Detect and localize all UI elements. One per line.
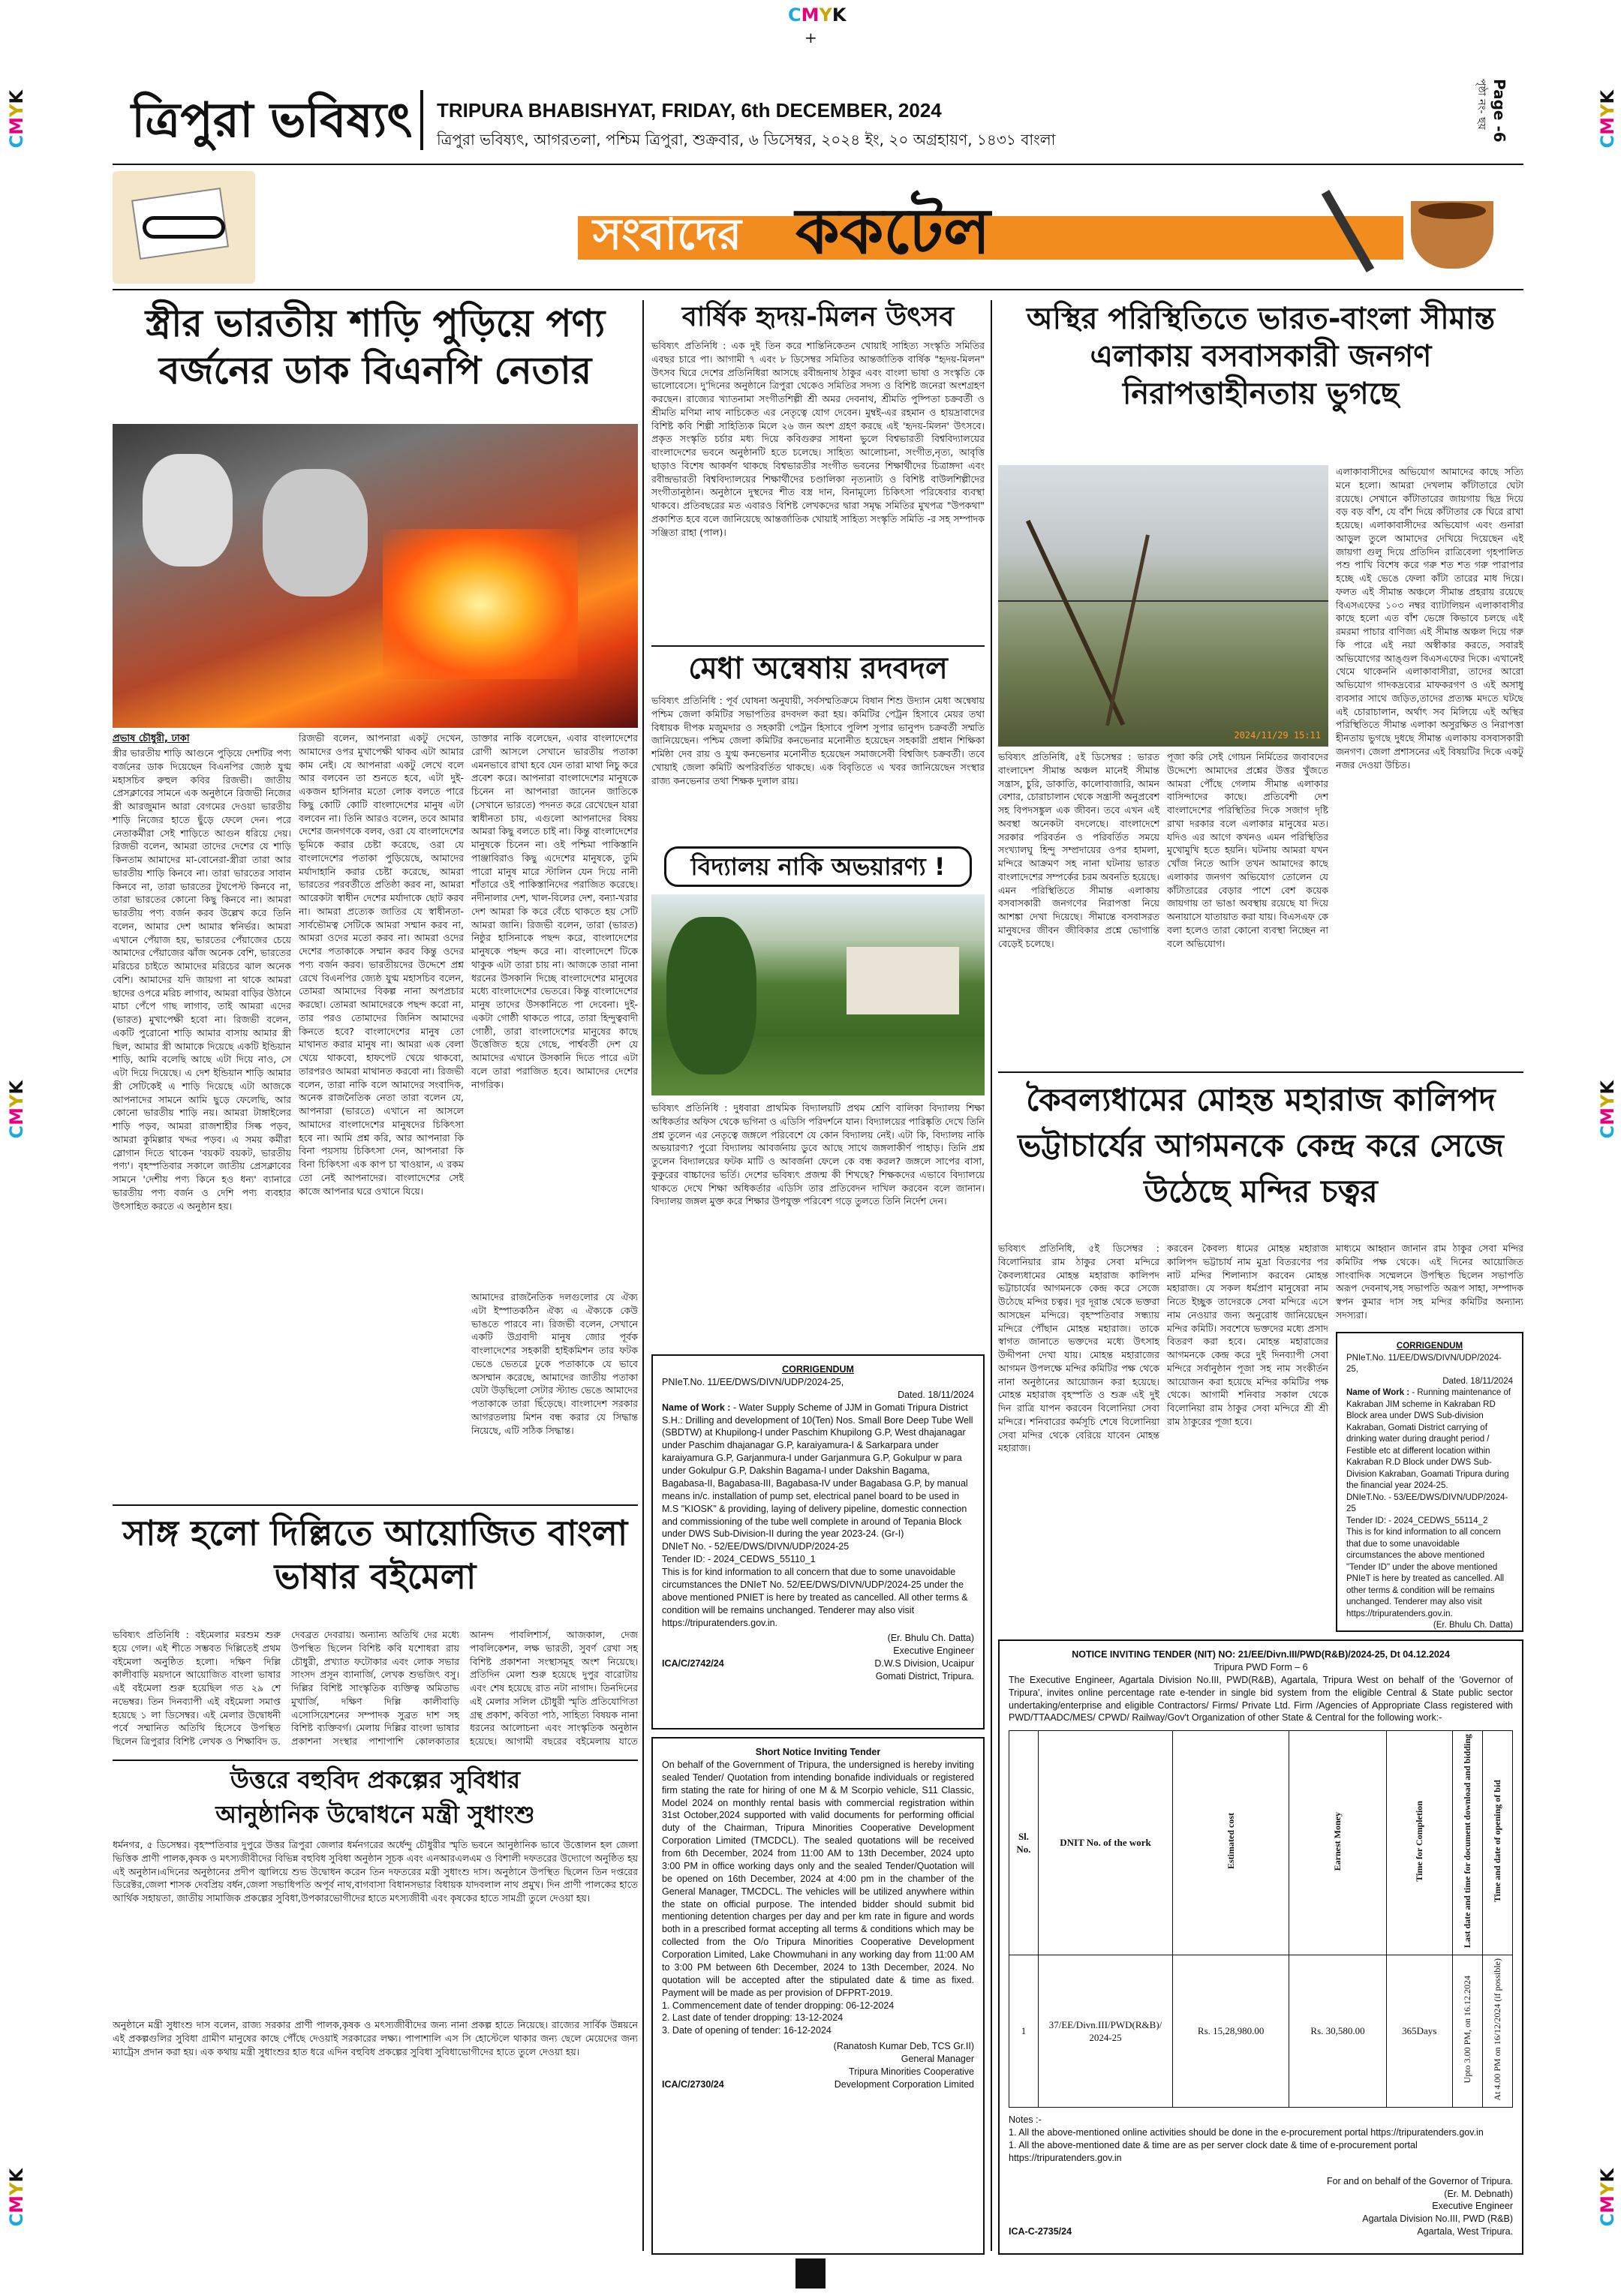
cmyk-mark-left-bottom: CMYK <box>6 2168 27 2227</box>
rule-col3-a <box>998 1071 1523 1073</box>
headline-medha: মেধা অন্বেষায় রদবদল <box>688 651 948 686</box>
cmyk-mark-left: CMYK <box>6 90 27 149</box>
notice1-title: CORRIGENDUM <box>782 1364 854 1375</box>
notice3-dated: Dated. 18/11/2024 <box>1442 1376 1513 1386</box>
article-border-col-c: এলাকাবাসীদের অভিযোগ আমাদের কাছে সত্যি মনে হলো। আমরা দেখলাম কাঁটাতারে ঘেটা রয়েছে। সেখানে কাঁটাতারের জায়গায় ছিদ্র দিয়ে বড় বড় বাঁশ, যে বাঁশ দিয়ে কাঁটাতার কে ঘিরে রাখা হয়েছে। এলাকাবাসীদের অভিযোগ এবং গুনারা আড়ুল তুলে আমাদের দেখিয়ে দিয়েছেন এই জায়গা গুলু দিয়ে প্রতিদিন রাত্রিবেলা গৃহপালিত পশু পাখি বিশেষ করে গরু শত শত গরু পারাপার হচ্ছে এই ভেঙে ফেলা কাঁটা তারের মাধ দিয়ে। ফলত এই সীমান্ত অঞ্চলে সীমান্ত প্রহরায় রয়েছে বিএসএফের ১০৩ নম্বর ব্যাটালিয়ন এলাকাবাসীর কাছে হলো এত বাঁশ ভেঙ্গে কিভাবে চলছে এই রমরমা পাচার বাণিজ্য এই সীমান্ত অঞ্চল দিয়ে গরু কি পারে এই নয়া অস্বীকার করতে, সবারই অভিযোগের আঙ্গুল বিএসএফের দিকে। এখানেই থেমে থাকেননি এলাকাবাসীরা, তাদের আরো অভিযোগ গাদকদ্রব্যের মাফকরগণ ও এই অসাধু ব্যবসার সাথে জড়িত,তাদের প্রত্যক্ষ মদতে ঘটছে এই চোরাচালান, অর্থাৎ সব মিলিয়ে এই অস্থির পরিস্থিতিতে সীমান্ত এলাকা অসুরক্ষিত ও নিরাপত্তা হীনতায় ভুগছে দুধছে সীমান্ত এলাকায় বসবাসকারী জনগণ। জেলা প্রশাসনের এই বিষয়টির দিকে একটু নজর দেওয়া উচিত। <box>1336 466 1523 771</box>
notice4-sign2: (Er. M. Debnath) <box>1444 2188 1513 2199</box>
cell-earnest-money: Rs. 30,580.00 <box>1289 1955 1386 2107</box>
photo-timestamp: 2024/11/29 15:11 <box>1234 730 1321 741</box>
notice2-sig-title1: General Manager <box>901 2054 974 2064</box>
notice2-sig-title3: Development Corporation Limited <box>834 2078 974 2090</box>
article-school: ভবিষ্যৎ প্রতিনিধি : দুধবারা প্রাথমিক বিদ্যালয়টি প্রথম শ্রেণি বালিকা বিদ্যালয় শিক্ষা অধিকর্তার অফিস থেকে ভগিনা ও এডিসি পরিদর্শনে যান। বিদ্যালয়ের পারিষ্কৃতি দেখে তিনি প্রশ্ন তুলেন এর নেতৃত্বে জঙ্গলে পরিবেশে যে কোন বিদ্যালয় নেই। এটা কি, বিদ্যালয় নাকি অভয়ারণ্য? পুরো বিদ্যালয় আবর্জনায় ডুবে আছে সাথে জঙ্গলাকীর্ণ পাহাড়। তিনি প্রশ্ন তুলেন বিদ্যালয়ের ফটক মাটি ও আবর্জনা ফেলে কে বন্ধ করল? জঙ্গলে সাপের বাসা, কুকুরের বাচ্চাদের ভর্তি। দেশের ভবিষ্যৎ প্রজন্ম কী শিখছে? শিক্ষকদের এভাবে বিদ্যালয়ে থাকতে দেখে শিক্ষা অধিকর্তার এডিসি তার প্রতিবেদন দাখিল করবেন বলে জানান। বিদ্যালয় জঙ্গল মুক্ত করে শিক্ষার উপযুক্ত পরিবেশ গড়ে তুলতে তিনি নির্দেশ দেন। <box>651 1102 985 1207</box>
notice4-sign3: Executive Engineer <box>1432 2201 1513 2212</box>
article-saree-col-a: স্ত্রীর ভারতীয় শাড়ি আগুনে পুড়িয়ে দেশটির পণ্য বর্জনের ডাক দিয়েছেন বিএনপির জ্যেষ্ঠ যুগ্ম মহাসচিব রুহুল কবির রিজভী। জাতীয় প্রেসক্লাবের সামনে এক অনুষ্ঠানে রিজভী নিজের স্ত্রী আরজুমান আরা বেগমের দেওয়া ভারতীয় শাড়ি নিজের হাতে ছুঁড়ে ফেলে দেন। পরে নেতাকর্মীরা সেই শাড়িতে আগুন ধরিয়ে দেয়। রিজভী বলেন, আমরা তাদের দেশের যে শাড়ি কিনতাম আমাদের মা-বোনেরা-স্ত্রীরা তারা আর ভারতীয় শাড়ি কিনবে না। তারা ভারতের সাবান কিনবে না, তারা ভারতের টুথপেস্ট কিনবে না, তারা ভারতের কোনো কিছু কিনবে না। আমরা ভারতীয় পণ্য বর্জন করব উল্লেখ করে তিনি বলেন, আমার দেশ আমার স্বনির্ভর। আমরা এখানে পেঁয়াজ হয়, ভারতের পেঁয়াজের চেয়ে আমাদের পেঁয়াজের ঝাঁজ অনেক বেশি, ভারতের মরিচের চাইতে আমাদের মরিচের ঝাল অনেক বেশি। আমাদের যদি জায়গা না থাকে আমরা ছাদের ওপরে মরিচ লাগাব, আমরা বাড়ির উঠানে মাচা পেঁপে গাছ লাগাব, তাই আমরা এদের (ভারত) মুখাপেক্ষী হবো না। রিজভী বলেন, একটি পুরোনো শাড়ি আমার বাসায় আমার স্ত্রী ছিল, আমার স্ত্রী আমাকে দিয়েছে একটি ইন্ডিয়ান শাড়ি, আমি বলেছি আছে এটা দিয়ে নাও, সে এটা দিয়ে দিয়েছে। এ দেশ ইন্ডিয়ান শাড়ি আমার স্ত্রী সেটিকেই এ শাড়ি দিয়েছে এটা আজকে আপনাদের সামনে আমি ছুড়ে ফেলেছি, আর কোনো ভারতীয় শাড়ি নয়। আমরা টাঙ্গাইলের শাড়ি পড়ব, আমরা রাজশাহীর সিল্ক পড়ব, আমরা কুমিল্লার খদ্দর পড়ব। এ সময় কর্মীরা স্লোগান দিতে থাকেন 'বয়কট বয়কট, ভারতীয় পণ্য'। বৃহস্পতিবার সকালে জাতীয় প্রেসক্লাবের সামনে 'দেশীয় পণ্য কিনে হও ধন্য' ব্যানারে ভারতীয় পণ্য বর্জন ও দেশি পণ্য ব্যবহার উৎসাহিত করতে এ অনুষ্ঠান হয়। <box>113 747 291 1212</box>
notice4-note-2: 1. All the above-mentioned date & time are as per server clock date & time of e-procurement portal https://tripuratenders.gov.in <box>1009 2139 1418 2163</box>
cell-sl: 1 <box>1009 1955 1039 2107</box>
notice-corrigendum-1 <box>651 1354 985 1730</box>
notice1-ref: PNIeT.No. 11/EE/DWS/DIVN/UDP/2024-25, <box>662 1376 844 1387</box>
newspaper-glasses-illustration <box>113 171 255 284</box>
article-kaivalyadham-col-c: মাধ্যমে আহ্বান জানান রাম ঠাকুর সেবা মন্দির কমিটির পক্ষ থেকে। এই দিনের আয়োজিত সাংবাদিক সম্মেলনে উপস্থিত ছিলেন সভাপতি অরূপ দেবনাথ,সহ সভাপতি অরূপ সাহা, সম্পাদক স্বপন কুমার দাস সহ মন্দির কমিটির অন্যান্য সদস্যরা। <box>1336 1243 1523 1321</box>
notice1-tender-id: Tender ID: - 2024_CEDWS_55110_1 <box>662 1554 816 1565</box>
cmyk-mark-right: CMYK <box>1597 90 1618 149</box>
notice4-notes-label: Notes :- <box>1009 2114 1042 2126</box>
registration-mark: + <box>804 29 817 47</box>
notice1-signature: (Er. Bhulu Ch. Datta) <box>887 1633 974 1644</box>
headline-school: বিদ্যালয় নাকি অভয়ারণ্য ! <box>664 846 972 887</box>
article-saree-col-c: ডাক্তার নাকি বলেছেন, এবার বাংলাদেশের রোগী আসলে সেখানে ভারতীয় পতাকা এমনভাবে রাখা হবে যেন তারা মাথা নিচু করে প্রবেশ করে। আপনারা বাংলাদেশের মানুষকে চিনেন না আপনারা জানেন জাতিকে (সেখানে ভারতে) পদনত করে রেখেছেন যারা স্বাধীনতা চায়, এগুলো আপনাদের বিষয় আমরা কিছু বলতে চাই না। কিন্তু বাংলাদেশের মানুষকে চিনেন না। ওই পশ্চিমা পাকিস্তানি পাঞ্জাবিরাও কিছু এদেশের মানুষকে, তুমি পারো মানুষ মারে স্টালিন যেন দিয়ে নানী শাঁতারে ওই পাকিস্তানিদের পরাজিত করেছে। নদীনালার দেশ, খাল-বিলের দেশ, বন্যা-খরার দেশ আমরা কি করে বেঁচে থাকতে হয় সেটি আমরা জানি। রিজভী বলেন, তারা (ভারত) নিষ্ঠুর হাসিনাকে পছন্দ করে, বাংলাদেশের মানুষকে পছন্দ করে না। বাংলাদেশে টিকে থাকুক এটা তারা চায় না। আজকে তারা নানা ধরনের উসকানি দিচ্ছে বাংলাদেশের মানুষের মধ্যে বাংলাদেশের ভেতরে। কিন্তু বাংলাদেশের মানুষ তাদের উসকানিতে পা দেবেনা। দুই-একটা গোষ্ঠী থাকতে পারে, তারা হিন্দুত্ববাদী গোষ্ঠী, তারা বাংলাদেশের মানুষের কাছে উত্তেজিত হয়ে গেছে, পার্শ্ববর্তী দেশ যে আমাদের এখানে উসকানি দিতে পারে এটা বলে তারা পরাজিত হবে। আমাদের দেশের নাগরিক। <box>471 732 638 1090</box>
notice4-sign1: For and on behalf of the Governor of Tripura. <box>1326 2175 1513 2186</box>
notice2-title: Short Notice Inviting Tender <box>755 1747 881 1757</box>
article-medha: ভবিষ্যৎ প্রতিনিধি : পূর্ব ঘোষনা অনুযায়ী, সর্বসম্মতিক্রমে বিষান শিশু উদ্যান মেধা অন্বেষায় পশ্চিম জেলা কমিটির সভাপতির রদবদল করা হয়। কমিটির পেট্রন হিসাবে মেয়র তথা বিধায়ক দীপক মজুমদার ও সহকারী পেট্রন হিসাবে পুলিশ সুপার ভানুপদ চক্রবর্তী সম্মতি জানিয়েছেন। পশ্চিম জেলা কমিটির কনভেনার মনোনীত হয়েছেন সহকারী প্রধান শিক্ষিকা শর্মিষ্ঠা দেব রায় ও যুগ্ম কনভেনার মনোনীত হয়েছেন সমাজসেবী বিশ্বজিৎ চক্রবর্তী। তবে খোয়াই জেলা কমিটি অপরিবর্তিত থাকছে। এক বিবৃতিতে এ খবর জানিয়েছেন সংস্থার রাজ্য কনভেনার তথা শিক্ষক দুলাল রায়। <box>651 695 985 786</box>
article-hridoy-milon: ভবিষ্যৎ প্রতিনিধি : এক দুই তিন করে শান্তিনিকেতন খোয়াই সাহিত্য সংস্কৃতি সমিতির এবছর চারে পা। আগামী ৭ এবং ৮ ডিসেম্বর সমিতির আন্তর্জাতিক বার্ষিক "হৃদয়-মিলন" উৎসব ঘিরে দেশের প্রতিনিধিরা আসছে রবীন্দ্রনাথ ঠাকুর এবং বাংলা ভাষা ও সংস্কৃতি কে ভালোবেসে। দু'দিনের অনুষ্ঠানে ত্রিপুরা থেকেও সমিতির সদস্য ও বিশিষ্ট জনেরা অংশগ্রহণ করছেন। রাজ্যের খ্যাতনামা সংগীতশিল্পী শ্রী অমর দেবনাথ, শ্রীমতি পুষ্পিতা চক্রবর্তী ও শ্রীমতি মণিমা নাথ নাচিকেত এর নেতৃত্বে যোগ দেবেন। মুম্বই-এর রহমান ও হায়দ্রাবাদের বিশিষ্ট কবি শিল্পী সাহিত্যিক মিলে ২৬ জন অংশ গ্রহণ করছে এই 'হৃদয়-মিলন' উৎসবে। প্রকৃত সংস্কৃতি চর্চার মধ্য দিয়ে কবিগুরুর সাধনা ভুলে বিশ্বভারতী বিশ্ববিদ্যালয়ের বাংলাদেশের ভবনে অনুষ্ঠানটি হতে চলেছে। সাহিত্য আলোচনা, সংগীত,নৃত্য, আবৃত্তি ছাড়াও বিশেষ আকর্ষণ থাকছে বিশ্বভারতীর সংগীত ভবনের শিক্ষার্থীদের চিত্রাঙ্গদা এবং রবীন্দ্রভারতী বিশ্ববিদ্যালয়ের শিক্ষার্থীদের চণ্ডালিকা নৃত্যনাট্য ও বিশিষ্ট বাউলশিল্পীদের সংগীতানুষ্ঠান। অনুষ্ঠানে দুস্থদের শীত বস্ত্র দান, বিনামূল্যে চিকিৎসা পরিষেবার ব্যবস্থা থাকবে। প্রতিবছরের মত এবারও বিশিষ্ট লেখকদের দ্বারা সমৃদ্ধ সমিতির মুখপত্র "উপকথা" প্রকাশিত হবে বলে জানিয়েছে আন্তর্জাতিক খোয়াই সাহিত্য সংস্কৃতি সমিতি -র সহ সম্পাদক সঞ্জিতা রাহা (পাল)। <box>651 340 985 538</box>
table-row <box>1009 1955 1513 2107</box>
notice2-sig-title2: Tripura Minorities Cooperative <box>849 2066 974 2077</box>
article-saree-col-d: আমাদের রাজনৈতিক দলগুলোর যে ঐক্য এটা ইস্পাতকঠিন ঐক্য এ ঐক্যকে কেউ ভাঙতে পারবে না। রিজভী বলেন, সেখানে একটি উগ্রবাদী মানুষ জোর পূর্বক বাংলাদেশের সহকারী হাইকমিশন তার ফটক ভেঙে ভেতরে ঢুকে পতাকাকে যে ভাবে অসম্মান করেছে, আমাদের জাতীয় পতাকা যেটা উড়ছিলো সেটার স্ট্যান্ড ভেঙে আমাদের পতাকাকে তারা ছিঁড়েছে। বাংলাদেশ সরকার আগরতলায় মিশন বন্ধ করার যে সিদ্ধান্ত নিয়েছে, এটি সঠিক সিদ্ধান্ত। <box>471 1291 638 1436</box>
masthead-title: ত্রিপুরা ভবিষ্যৎ <box>131 92 413 149</box>
masthead-rule <box>113 164 1523 165</box>
masthead-english-line: TRIPURA BHABISHYAT, FRIDAY, 6th DECEMBER, 2024 <box>437 99 942 122</box>
pen-coffee-illustration <box>1298 171 1523 284</box>
article-minister: ধর্মনগর, ৫ ডিসেম্বর। বৃহস্পতিবার দুপুরে উত্তর ত্রিপুরা জেলার ধর্মনগরের অর্ধেন্দু চৌধুরীর স্মৃতি ভবনে আনুষ্ঠানিক ভাবে উত্তোলন হল জেলা ভিত্তিক প্রাণী পালক,কৃষক ও মৎস্যজীবীদের বিভিন্ন বহুবিধ সুবিধা অনুষ্ঠান সূচক এবং এনআরএলএম ও বিশালী দফতরের উদ্যোগে অনুষ্ঠিত হয় এই অনুষ্ঠান।এদিনের অনুষ্ঠানের প্রদীপ জ্বালিয়ে শুভ উদ্বোধন করেন তিন দফতরের মন্ত্রী সুধাংশু দাস। অনুষ্ঠানে উপস্থিত ছিলেন তিন দপ্তরের ডিরেক্টর,জেলা শাসক দেবপ্রিয় বর্ধন,জেলা সভাধিপতি অপূর্ব নাথ,বাগবাসা বিধানসভার বিধায়ক যাদবলাল নাথ প্রমুখ। দিন প্রাণী পালকের হাতে আর্থিক সহায়তা, জাতীয় সামাজিক প্রকল্পের সুবিধা,উপকারভোগীদের হাতে মৎস্যজীবী এবং কৃষকের হাতে সামগ্রী তুলে দেওয়া হয়। <box>113 1839 638 1904</box>
cell-dnit: 37/EE/Divn.III/PWD(R&B)/ 2024-25 <box>1039 1955 1173 2107</box>
banner-rule <box>113 289 1523 290</box>
notice4-ica: ICA-C-2735/24 <box>1009 2226 1072 2237</box>
notice3-work-label: Name of Work : <box>1346 1388 1410 1398</box>
notice1-dnit: DNIeT No. - 52/EE/DWS/DIVN/UDP/2024-25 <box>662 1541 850 1552</box>
headline-border: অস্থির পরিস্থিতিতে ভারত-বাংলা সীমান্ত এলাকায় বসবাসকারী জনগণ নিরাপত্তাহীনতায় ভুগছে <box>1026 302 1496 411</box>
article-saree-col-b: রিজভী বলেন, আপনারা একটু দেখেন, আমাদের ওপর মুখাপেক্ষী থাকব এটা আমার কাম নেই। যে আপনারা একটু লেখে বলে আর বলবেন তা শুনতে হবে, এটা দুই-একজন হাসিনার মতো লোক বলতে পারে কিছু কোটি কোটি বাংলাদেশের মানুষ এটা বলবেন না। তিনি আরও বলেন, তবে আমার দেশের জনগণকে বলব, ওরা যে বাংলাদেশের ভূমিকে করার চেষ্টা করেছে, ওরা যে বাংলাদেশের পতাকা পুড়িয়েছে, আমাদের মর্যাদাহানি করার চেষ্টা করেছে, আমরা ভারতের পরবর্তীতে প্রতিষ্ঠা করব না, আমরা আরেকটা স্বাধীন দেশের মর্যাদাকে ছোট করব না। আমরা প্রত্যেক জাতির যে স্বাধীনতা-সার্বভৌমত্ব সেটিকে আমরা সম্মান করব না, আমরা ওদের মতো করব না। আমরা ওদের দেশের পতাকাকে সম্মান করব কিন্তু ওদের পণ্য বর্জন করব। ভারতীয়দের উদ্দেশে প্রশ্ন রেখে বিএনপির জ্যেষ্ঠ যুগ্ম মহাসচিব বলেন, তোমরা আমাদের বিকল্প নানা অপপ্রচার করছো। তোমরা আমাদেরকে পছন্দ করো না, তার পরও তোমাদের জিনিস আমাদের কিনতে হবে? বাংলাদেশের মানুষ তো মাথানত করার মানুষ না। আমরা এক বেলা খেয়ে থাকবো, হাফপেট খেয়ে থাকবো, তারপরও আমরা মাথানত করবো না। রিজভী বলেন, তারা নাকি বলে আমাদের সংবাদিক, অনেক রাজনৈতিক নেতা তারা বলেন যে, আপনারা (ভারতে) এখানে না আসলে আমাদের বাংলাদেশের মানুষদের চিকিৎসা হবে না। আমি প্রশ্ন করি, আর আপনারা কি বিনা পয়সায় চিকিৎসা দেন, আপনারা কি বিনা চিকিৎসা এক কাপ চা খাওয়ান, এ রকম তো নেই আপনাদের। বাংলাদেশের সেই কাজে আপনার ঘরে ওখানে যিয়ে। <box>299 732 464 1197</box>
photo-border-fence <box>998 465 1328 747</box>
page-number: Page -6 পৃষ্ঠা নং- ছয় <box>1475 79 1508 143</box>
notice4-sign5: Agartala, West Tripura. <box>1417 2226 1513 2237</box>
notice3-work: - Running maintenance of Kakraban JIM scheme in Kakraban RD Block area under DWS Sub-division Kakraban, Gomati District carrying of drinking water during draught period / Festible etc at different location within Kakraban R.D Block under DWS Sub-Division Kakraban, Goamati Tripura during the financial year 2024-25. <box>1346 1388 1511 1491</box>
notice2-ica: ICA/C/2730/24 <box>662 2078 724 2090</box>
cmyk-mark-right-bottom: CMYK <box>1597 2168 1618 2227</box>
notice4-sign4: Agartala Division No.III, PWD (R&B) <box>1362 2213 1513 2225</box>
notice3-ref: PNIeT.No. 11/EE/DWS/DIVN/UDP/2024-25, <box>1346 1353 1502 1375</box>
notice-corrigendum-2 <box>1336 1332 1523 1632</box>
notice4-text: The Executive Engineer, Agartala Division No.III, PWD(R&B), Agartala, Tripura West on behalf of the 'Governor of Tripura', invites online percentage rate e-tender in single bid system from the eligible Central & State public sector undertaking/enterprise and eligible Contractors/ Firms/ Private Ltd. Firm /Agencies of Appropriate Class registered with PWD/TTAADC/MES/ CPWD/ Railway/Gov't Organization of other State & Central for the following work:- <box>1009 1674 1513 1724</box>
article-border-col-a: ভবিষ্যৎ প্রতিনিধি, ৫ই ডিসেম্বর : ভারত বাংলাদেশ সীমান্ত অঞ্চল মানেই সীমান্ত সন্ত্রাস, চুরি, ডাকাতি, কালোবাজারি, আমন বেশার, চোরাচালান থেকে সন্ত্রাসী অনুপ্রবেশ সহ বিপদসঙ্কুল এক জীবন। তবে এখন এই অবস্থা অনেকটা বদলেছে। বাংলাদেশে সরকার পরিবর্তন ও পরিবর্তিত সময়ে সংখ্যালঘু হিন্দু সম্প্রদায়ের ওপর হামলা, মন্দিরে আক্রমণ সহ নানা ঘটনায় ভারত বাংলাদেশের সম্পর্কের চরম অবনতি হয়েছে। এমন পরিস্থিতিতে সীমান্ত এলাকায় বসবাসকারী জনগণের নিরাপত্তা নিয়ে আশঙ্কা দেখা দিয়েছে। সীমান্তে বসবাসরত মানুষদের জীবন জীবিকার প্রশ্নে ভোগান্তি বেড়েই চলেছে। <box>998 751 1159 949</box>
notice2-date-1: 1. Commencement date of tender dropping: 06-12-2024 <box>662 2000 895 2011</box>
notice4-title: NOTICE INVITING TENDER (NIT) NO: 21/EE/Divn.III/PWD(R&B)/2024-25, Dt 04.12.2024 <box>1072 1649 1450 1660</box>
notice4-note-1: 1. All the above-mentioned online activities should be done in the e-procurement portal https://tripuratenders.gov.in <box>1009 2127 1484 2138</box>
th-earnest-money: Earnest Money <box>1289 1731 1386 1955</box>
rule-col2-a <box>651 645 985 647</box>
notice1-ica: ICA/C/2742/24 <box>662 1658 724 1669</box>
headline-saree: স্ত্রীর ভারতীয় শাড়ি পুড়িয়ে পণ্য বর্জনের ডাক বিএনপি নেতার <box>145 302 606 392</box>
notice1-text: This is for kind information to all concern that due to some unavoidable circumstances the DNIeT No. 52/EE/DWS/DIVN/UDP/2024-25 under the above mentioned PNIET is here by treated as cancelled. All other terms & condition will be remains unchanged. Tenderer may also visit https://tripuratenders.gov.in. <box>662 1567 968 1628</box>
th-sl: Sl. No. <box>1009 1731 1039 1955</box>
photo-school-jungle <box>651 894 985 1095</box>
notice1-dated: Dated. 18/11/2024 <box>898 1389 974 1400</box>
headline-hridoy-milon: বার্ষিক হৃদয়-মিলন উৎসব <box>681 302 955 332</box>
th-estimated-cost: Estimated cost <box>1173 1731 1289 1955</box>
headline-kaivalyadham: কৈবল্যধামের মোহন্ত মহারাজ কালিপদ ভট্টাচার্যের আগমনকে কেন্দ্র করে সেজে উঠেছে মন্দির চত্বর <box>1018 1081 1504 1210</box>
notice3-dnit: DNIeT.No. - 53/EE/DWS/DIVN/UDP/2024-25 <box>1346 1492 1508 1514</box>
notice1-sig-title1: Executive Engineer <box>893 1645 974 1657</box>
cmyk-mark-right-mid: CMYK <box>1597 1080 1618 1139</box>
notice3-tender-id: Tender ID: - 2024_CEDWS_55114_2 <box>1346 1516 1488 1525</box>
notice3-text: This is for kind information to all concern that due to some unavoidable circumstances the above mentioned "Tender ID" under the above mentioned PNIeT is here by treated as cancelled. All other terms & condition will be remains unchanged. Tenderer may also visit https://tripuratenders.gov.in. <box>1346 1528 1505 1618</box>
notice3-title: CORRIGENDUM <box>1396 1342 1463 1351</box>
notice1-work: - Water Supply Scheme of JJM in Gomati Tripura District S.H.: Drilling and development of 10(Ten) Nos. Small Bore Deep Tube Well (SBDTW) at Khupilong-I under Paschim Khupilong G.P, West dhajanagar under Paschim dhajanagar G.P, karaiyamura-I & Sarkarpara under karaiyamura G.P, Garjanmura-I under Garjanmura G.P, Gokulpur w para under Gokulpur G.P, Dakshin Bagama-I under Dakshin Bagama, Bagabasa-II, Bagabasa-III, Bagabasa-IV under Bagabasa G.P, by manual means in/c. installation of pump set, electrical panel board to be used in M.S "KIOSK" & providing, laying of delivery pipeline, domestic connection and commissioning of the tube well complete in around of Tepania Block under DWS Sub-Division-II during the year 2023-24. (Gr-I) <box>662 1402 973 1540</box>
notice2-date-3: 3. Date of opening of tender: 16-12-2024 <box>662 2025 832 2036</box>
cell-opening: At 4.00 PM on 16/12/2024 (if possible) <box>1482 1955 1512 2107</box>
registration-block <box>795 2258 826 2288</box>
notice2-text: On behalf of the Government of Tripura, the undersigned is hereby inviting sealed Tender/ Quotation from intending bonafide individuals or registered firm stating the rate for hiring of one M & M Scorpio vehicle, S11 Classic, Model 2024 on monthly rental basis with commercial registration within 31st October,2024 supported with valid documents for performing official duty of the Chairman, Tripura Minorities Cooperative Development Corporation Limited (TMCDCL). The sealed quotations will be received from 6th December, 2024 from 11:00 AM to 13th December, 2024 upto 3:00 PM in office working days only and the sealed Tender/Quotation will be opened on 16th December, 2024 at 4:00 pm in the chamber of the General Manager, TMCDCL. The vehicles will be utilized anywhere within the state on official purpose. The intended bidder should submit bid mentioning detention charges per day and per km rate in figure and words both in a prescribed format accepting all terms & conditions which may be collected from the O/o Tripura Minorities Cooperative Development Corporation Limited, Lake Chowmuhani in any working day from 11:00 AM to 3:00 PM between 6th December, 2024 to 13th December, 2024. No quotation will be accepted after the stipulated date & time as fixed. Payment will be made as per provision of DFPRT-2019. <box>662 1759 974 1998</box>
headline-bookfair: সাঙ্গ হলো দিল্লিতে আয়োজিত বাংলা ভাষার বইমেলা <box>122 1513 628 1597</box>
masthead-divider <box>420 90 423 150</box>
notice1-sig-title2: D.W.S Division, Ucaipur <box>874 1658 974 1669</box>
masthead-bengali-line: ত্রিপুরা ভবিষ্যৎ, আগরতলা, পশ্চিম ত্রিপুরা, শুক্রবার, ৬ ডিসেম্বর, ২০২৪ ইং, ২০ অগ্রহায়ণ, ১৪৩১ বাংলা <box>437 131 1056 149</box>
th-last-date: Last date and time for document download and bidding <box>1452 1731 1482 1955</box>
cell-estimated-cost: Rs. 15,28,980.00 <box>1173 1955 1289 2107</box>
headline-minister-a: উত্তরে বহুবিদ প্রকল্পের সুবিধার <box>230 1766 521 1794</box>
cell-time-completion: 365Days <box>1386 1955 1452 2107</box>
cmyk-mark-left-mid: CMYK <box>6 1080 27 1139</box>
notice-short-tender <box>651 1737 985 2255</box>
banner-word-2: ককটেল <box>795 194 991 268</box>
cell-last-date: Upto 3.00 PM, on 16.12.2024 <box>1452 1955 1482 2107</box>
notice1-work-label: Name of Work : <box>662 1402 731 1413</box>
column-rule-1 <box>642 300 644 2251</box>
article-border-col-b: পূজা করি সেই গোয়ন নির্মিতের জবাবদের উদ্দেশ্যে আমাদের প্রশ্নের উত্তর খুঁজতে আমরা পৌঁছে গেলাম সীমান্ত এলাকার বাসিন্দাদের কাছে। প্রতিবেশী দেশ বাংলাদেশের পরিস্থিতির দিকে সজাগ দৃষ্টি রাখা দরকার বলে এলাকার মানুষের মত। যদিও এর আগে কখনও এমন পরিস্থিতির মুখোমুখি হতে হয়নি। ঘটনায় আমরা যখন খোঁজ নিতে আসি তখন আমাদের কাছে এলাকার জনগণ অভিযোগ তোলেন যে কাঁটাতারের বেড়ার পাশে বেশ কয়েক জায়গায় তা ভাঙা অবস্থায় রয়েছে যা দিয়ে অনায়াসে যাতায়াত করা যায়। বিএসএফ কে বলা হলেও তারা কোনো ব্যবস্থা নিচ্ছেন না বলে অভিযোগ। <box>1167 751 1328 949</box>
byline: প্রভাষ চৌধুরী, ঢাকা <box>113 733 190 744</box>
section-banner <box>113 171 1523 284</box>
article-minister-cont: অনুষ্ঠানে মন্ত্রী সুধাংশু দাস বলেন, রাজ্য সরকার প্রাণী পালক,কৃষক ও মৎস্যজীবীদের জন্য নানা প্রকল্প হাতে নিয়েছে। রাজ্যের সার্বিক উন্নয়নে এই প্রকল্পগুলির সুবিধা গ্রামীণ মানুষের কাছে পৌঁছে দেওয়াই সরকারের লক্ষ্য। পাপাশালি এস সি হোস্টেলে থাকার জন্য ছেলে মেয়েদের জন্য ম্যাট্রেস প্রদান করা হয়। এক কথায় মন্ত্রী সুধাংশুর হাত ধরে এদিন বহুবিধ প্রকল্পের সুবিধা সুবিধাভোগীদের হাতে তুলে দেওয়া হয়। <box>113 2019 638 2057</box>
article-kaivalyadham-col-b: করবেন কৈবল্য ধামের মোহন্ত মহারাজ কালিপদ ভট্টাচার্য নাম মুদ্রা বিতরণের পর নাট মন্দির শিলান্যাস করবেন মোহন্ত মহারাজ। যে সকল ধর্মপ্রাণ মানুষেরা নাম নিতে ইচ্ছুক তাদেরকে সেবা মন্দিরে এসে নাম নেওয়ার জন্য অনুরোধ জানিয়েছেন মন্দির কমিটি। সবশেষে ভক্তদের মধ্যে প্রসাদ বিতরণ করা হবে। মোহন্ত মহারাজের আগমনকে কেন্দ্র করে দুই দিনব্যাপী সেবা মন্দিরে সর্বানুষ্ঠান পূজা সহ নাম সংকীর্তন আয়োজন করা হয়েছে মন্দির কমিটির পক্ষ থেকে। আগামী শনিবার সকাল থেকে বিলোনিয়া রাম ঠাকুর সেবা মন্দিরে শ্রী শ্রী রাম ঠাকুরের পূজা হবে। <box>1167 1243 1328 1427</box>
th-time-completion: Time for Completion <box>1386 1731 1452 1955</box>
article-kaivalyadham-col-a: ভবিষ্যৎ প্রতিনিধি, ৫ই ডিসেম্বর : বিলোনিয়ার রাম ঠাকুর সেবা মন্দিরে কৈবল্যধামের মোহন্ত মহারাজ কালিপদ ভট্টাচার্যের আগমনকে কেন্দ্র করে সেজে উঠেছে মন্দির চত্বর। দূর দূরান্ত থেকে ভক্তরা আসছেন মন্দিরে। বৃহস্পতিবার সন্ধ্যায় মন্দিরে পৌঁছান মোহন্ত মহারাজ। তাকে স্বাগত জানাতে ভক্তদের মধ্যে উৎসাহ উদ্দীপনা দেখা যায়। মোহন্ত মহারাজের আগমন উপলক্ষে মন্দির কমিটির পক্ষ থেকে নানা অনুষ্ঠানের আয়োজন করা হয়েছে। মোহন্ত মহারাজ বৃহস্পতি ও শুক্র এই দুই দিন রাত্রি যাপন করবেন বিলোনিয়া সেবা মন্দিরে। শনিবারের কর্মসূচি শেষে বিলোনিয়া সেবা মন্দির থেকে বেরিয়ে যাবেন মোহন্ত মহারাজ। <box>998 1243 1159 1454</box>
column-rule-2 <box>991 300 992 2251</box>
rule-col1-a <box>113 1504 638 1506</box>
notice1-sig-title3: Gomati District, Tripura. <box>875 1671 974 1681</box>
th-dnit: DNIT No. of the work <box>1039 1731 1173 1955</box>
notice2-date-2: 2. Last date of tender dropping: 13-12-2024 <box>662 2012 844 2024</box>
notice-nit <box>998 1639 1523 2255</box>
headline-minister-b: আনুষ্ঠানিক উদ্বোধনে মন্ত্রী সুধাংশু <box>215 1800 535 1829</box>
banner-word-1: সংবাদের <box>593 209 742 260</box>
notice2-signature: (Ranatosh Kumar Deb, TCS Gr.II) <box>833 2041 974 2052</box>
notice3-signature: (Er. Bhulu Ch. Datta) <box>1433 1621 1513 1630</box>
notice4-subtitle: Tripura PWD Form – 6 <box>1213 1661 1308 1672</box>
th-opening: Time and date of opening of bid <box>1482 1731 1512 1955</box>
tender-table <box>1009 1730 1513 2108</box>
photo-saree-burning <box>113 424 638 728</box>
cmyk-mark-top: CMYK <box>788 5 847 26</box>
article-bookfair: ভবিষ্যৎ প্রতিনিধি : বইমেলার মরশুম শুরু হয়ে গেল। এই শীতে সম্ভবত দিল্লিতেই প্রথম বইমেলা অনুষ্ঠিত হলো। দক্ষিণ দিল্লি কালীবাড়ি ময়দানে আয়োজিত বাংলা ভাষার এই বইমেলা শুরু হয়েছিল গত ২৯ শে নভেম্বর। তিন দিনব্যাপী এই বইমেলা সমাপ্ত হয়েছে ১ লা ডিসেম্বর। এই মেলার উদ্বোধনী পর্বে সম্মানিত অতিথি হিসেবে উপস্থিত ছিলেন ত্রিপুরার বিশিষ্ট লেখক ও শিক্ষাবিদ ড. দেবব্রত দেবরায়। অন্যান্য অতিথি দের মধ্যে উপস্থিত ছিলেন বিশিষ্ট কবি যশোধরা রায় চৌধুরী, প্রখ্যাত ফটোকার এবং লোক সভার সাংসদ প্রসূন ব্যানার্জি, লেখক শুভজিৎ বসু। দিল্লির বিশিষ্ট সাংস্কৃতিক ব্যক্তিত্ব অমিতাভ মুখার্জি, দক্ষিণ দিল্লি কালীবাড়ি এসোসিয়েশনের সম্পাদক সুব্রত দাশ সহ বিশিষ্ট ব্যক্তিবর্গ। মেলায় দিল্লির বাংলা ভাষার প্রকাশনা সংস্থার পাশাপাশি কোলকাতার আনন্দ পাবলিশার্স, আজকাল, দেজ পাবলিকেশন, লক্ষ ভারতী, সুবর্ণ রেখা সহ বিশিষ্ট প্রকাশনা সংস্থাসমূহ অংশ নিয়েছে। প্রতিদিন মেলা শুরু হয়েছে দুপুর বারোটায় এবং শেষ হয়েছে রাত নটা নাগাদ। তিনদিনের এই মেলার সলিল চৌধুরী স্মৃতি প্রতিযোগিতা গ্রন্থ প্রকাশ, কবিতা পাঠ, সাহিত্য বিষয়ক নানা ধরনের আলোচনা এবং সাংস্কৃতিক অনুষ্ঠান হয়েছে। আগামী বছরের বইমেলায় যাতে <box>113 1629 638 1747</box>
rule-col1-b <box>113 1760 638 1761</box>
